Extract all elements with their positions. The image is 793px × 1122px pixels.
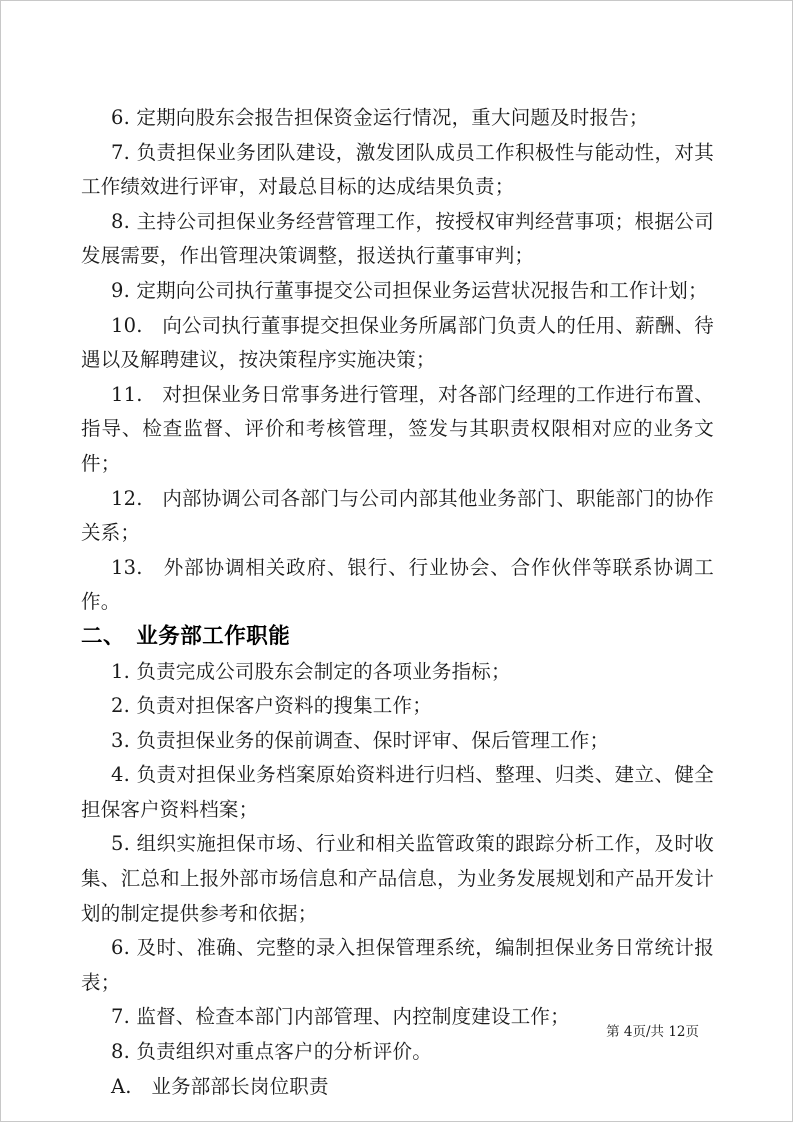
numbered-item: 10. 向公司执行董事提交担保业务所属部门负责人的任用、薪酬、待遇以及解聘建议，按决策程序实施决策； [81,313,714,372]
document-body [81,101,714,1104]
numbered-item: 9. 定期向公司执行董事提交公司担保业务运营状况报告和工作计划； [111,278,708,302]
numbered-item: 5. 组织实施担保市场、行业和相关监管政策的跟踪分析工作，及时收集、汇总和上报外部市场信息和产品信息，为业务发展规划和产品开发计划的制定提供参考和依据； [81,832,714,925]
numbered-item: 13. 外部协调相关政府、银行、行业协会、合作伙伴等联系协调工作。 [81,555,714,614]
numbered-item: 11. 对担保业务日常事务进行管理，对各部门经理的工作进行布置、指导、检查监督、评价和考核管理，签发与其职责权限相对应的业务文件； [81,382,714,475]
numbered-item: 8. 负责组织对重点客户的分析评价。 [111,1040,432,1064]
subsection-heading: A. 业务部部长岗位职责 [111,1074,329,1098]
numbered-item: 6. 及时、准确、完整的录入担保管理系统，编制担保业务日常统计报表； [81,936,714,994]
section-heading: 二、 业务部工作职能 [81,623,291,649]
numbered-item: 6. 定期向股东会报告担保资金运行情况，重大问题及时报告； [111,106,649,129]
numbered-item: 4. 负责对担保业务档案原始资料进行归档、整理、归类、建立、健全担保客户资料档案； [81,763,714,821]
numbered-item: 1. 负责完成公司股东会制定的各项业务指标； [111,659,511,683]
page-number-footer: 第 4页/共 12页 [606,1024,699,1040]
numbered-item: 12. 内部协调公司各部门与公司内部其他业务部门、职能部门的协作关系； [81,486,714,545]
numbered-item: 3. 负责担保业务的保前调查、保时评审、保后管理工作； [111,728,610,752]
numbered-item: 7. 监督、检查本部门内部管理、内控制度建设工作； [111,1005,570,1029]
numbered-item: 7. 负责担保业务团队建设，激发团队成员工作积极性与能动性，对其工作绩效进行评审，对最总目标的达成结果负责； [81,140,714,199]
numbered-item: 8. 主持公司担保业务经营管理工作，按授权审判经营事项；根据公司发展需要，作出管理决策调整，报送执行董事审判； [81,209,714,268]
numbered-item: 2. 负责对担保客户资料的搜集工作； [111,694,432,718]
